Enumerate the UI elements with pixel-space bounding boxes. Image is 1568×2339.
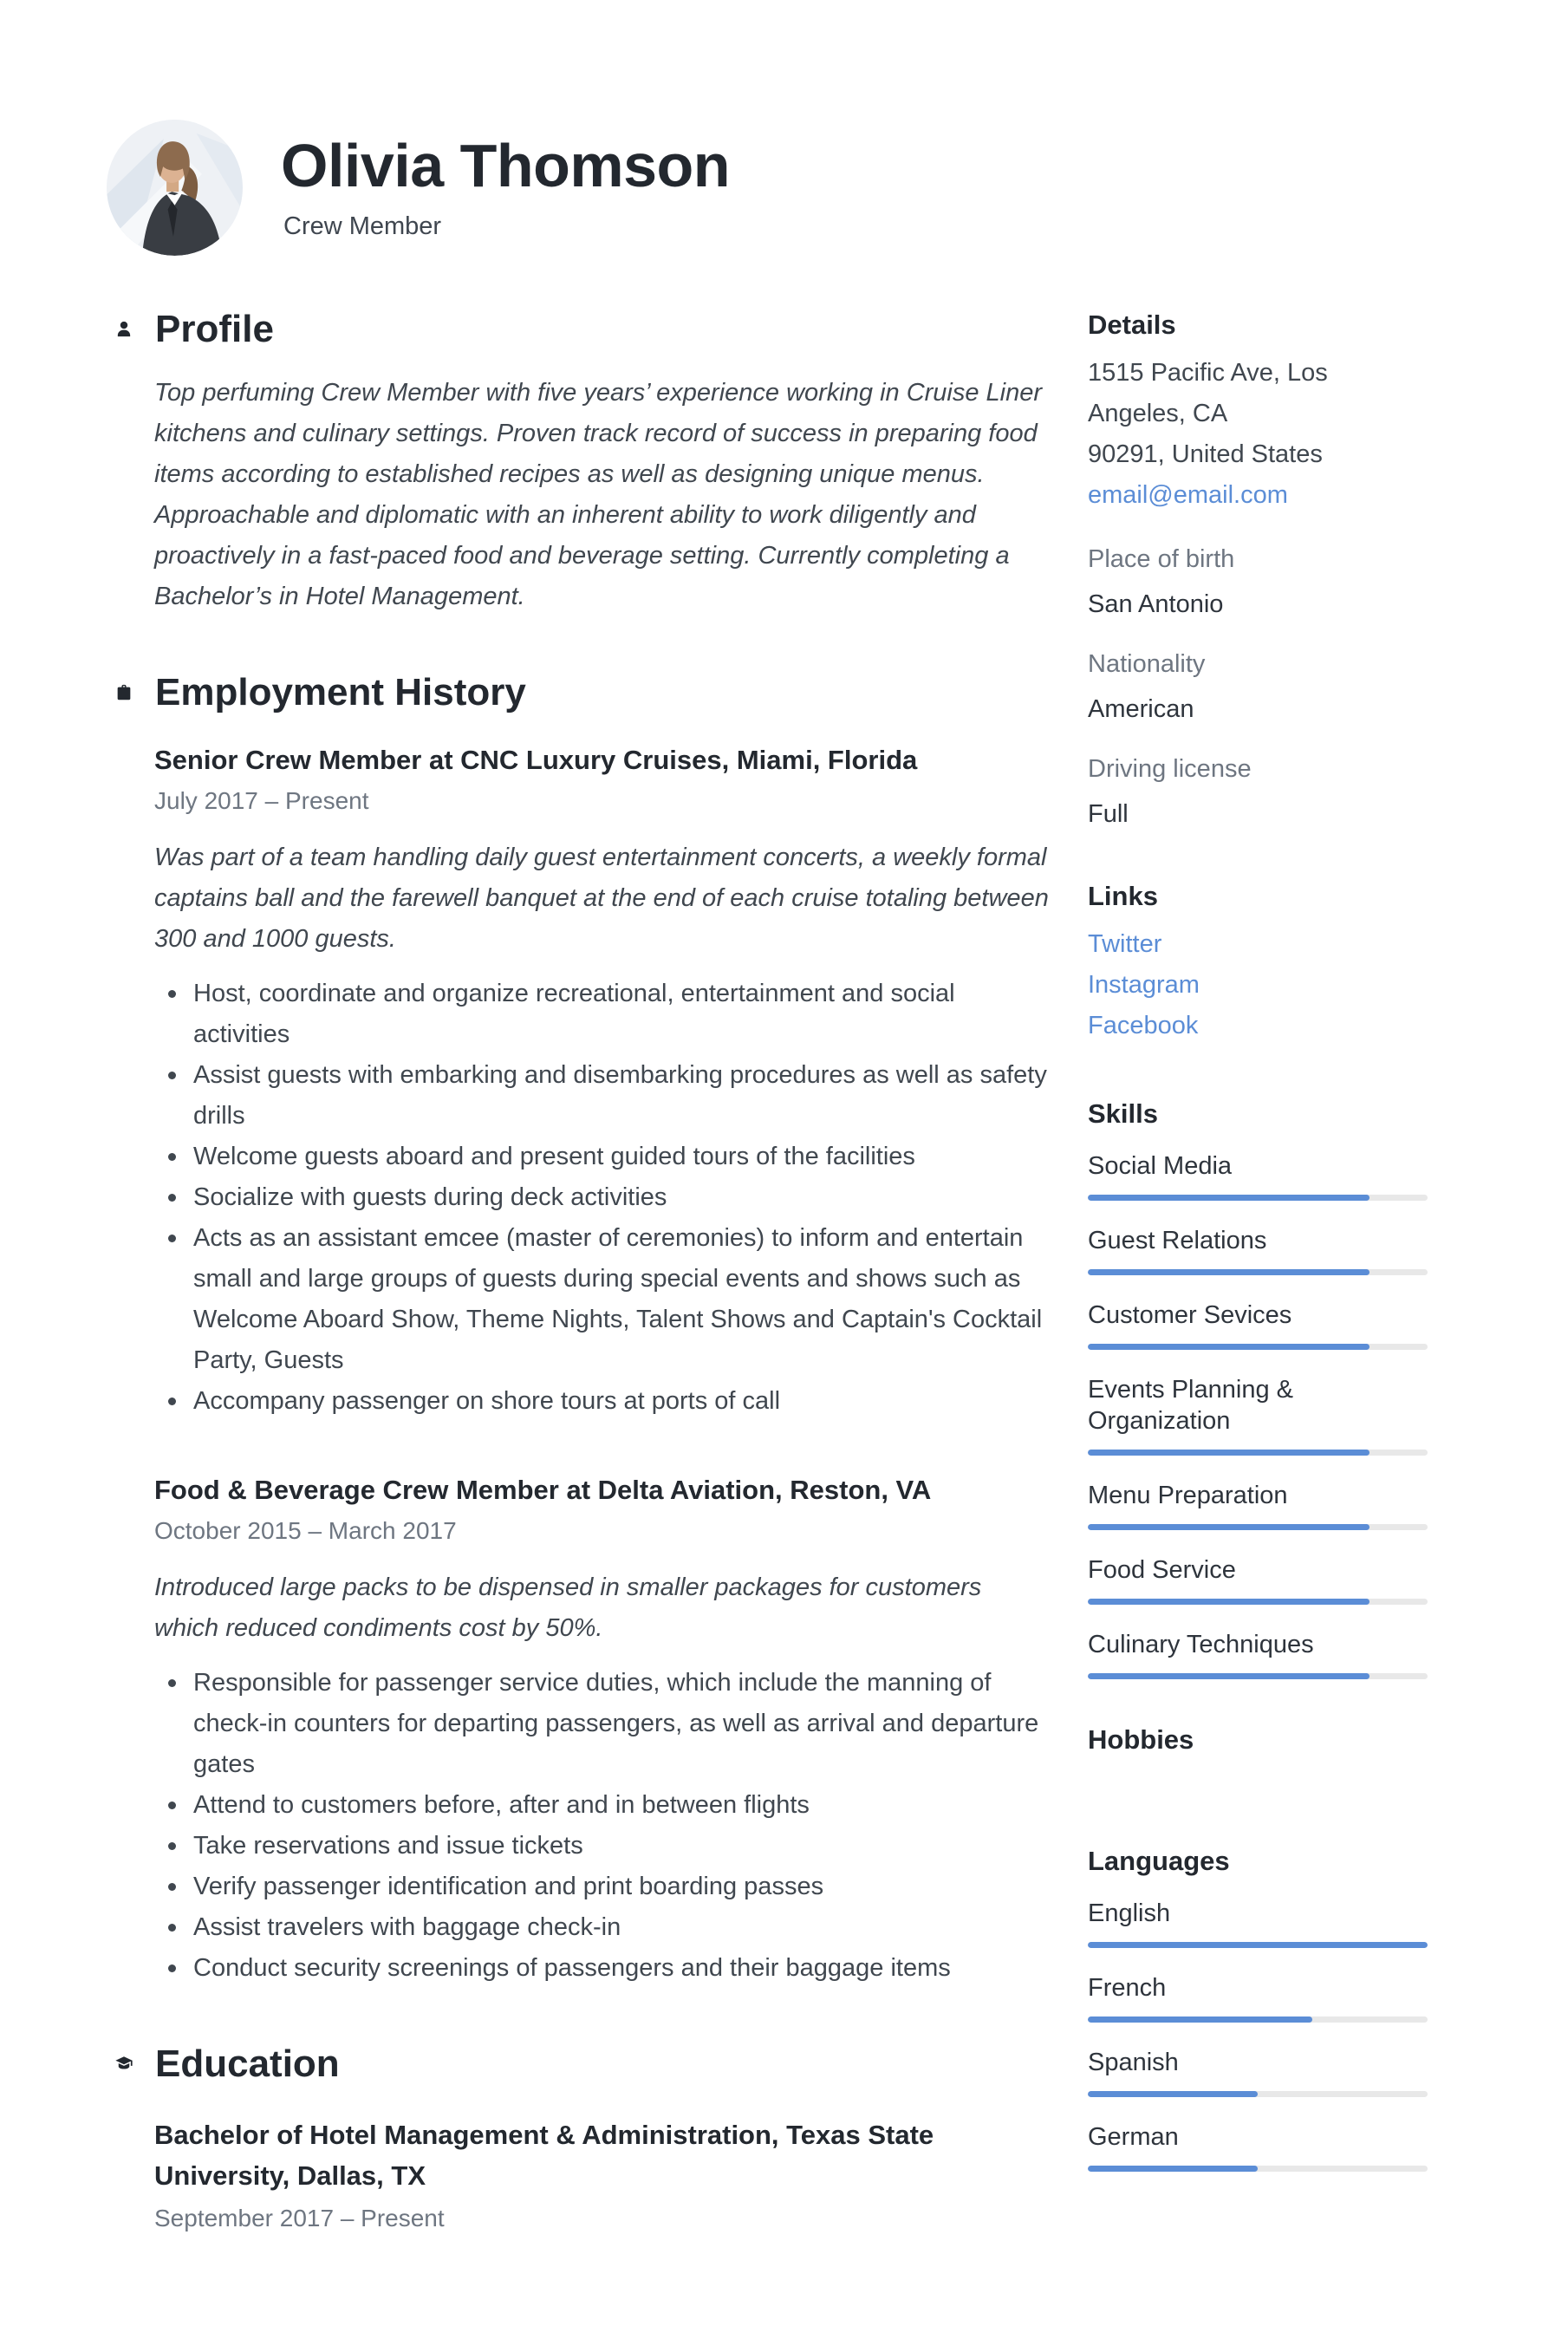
skill-bar-fill	[1088, 1599, 1370, 1605]
skill-label: Food Service	[1088, 1556, 1236, 1584]
language-label: French	[1088, 1974, 1167, 2002]
hobbies-section	[1088, 1723, 1428, 1802]
job-bullet: Welcome guests aboard and present guided tours of the facilities	[154, 1137, 1049, 1177]
employment-section-header	[114, 671, 1049, 715]
skill-bar-fill	[1088, 1673, 1370, 1679]
skill-bar-track	[1088, 1344, 1428, 1350]
person-icon	[114, 319, 133, 340]
language-item	[1088, 1972, 1428, 2023]
language-bar-track	[1088, 2091, 1428, 2097]
job-list	[154, 742, 1049, 1989]
job-bullet: Verify passenger identification and print boarding passes	[154, 1867, 1049, 1907]
skill-bar-fill	[1088, 1450, 1370, 1456]
job-entry	[154, 742, 1049, 1422]
email-link[interactable]: email@email.com	[1088, 481, 1288, 509]
skill-item	[1088, 1629, 1428, 1679]
details-field-value: Full	[1088, 800, 1129, 828]
profile-section	[114, 308, 1049, 617]
details-field	[1088, 753, 1428, 831]
job-bullet: Take reservations and issue tickets	[154, 1826, 1049, 1867]
education-heading: Education	[155, 2043, 340, 2086]
skill-bar-fill	[1088, 1269, 1370, 1275]
skills-list	[1088, 1150, 1428, 1679]
skill-label: Guest Relations	[1088, 1227, 1267, 1254]
job-bullet: Responsible for passenger service duties, which include the manning of check-in counters for departing passengers, as well as arrival and departure gates	[154, 1663, 1049, 1785]
details-field-label: Place of birth	[1088, 545, 1235, 573]
briefcase-icon	[114, 682, 133, 703]
skill-item	[1088, 1300, 1428, 1350]
skill-bar-track	[1088, 1524, 1428, 1530]
skill-bar-fill	[1088, 1195, 1370, 1201]
skill-label: Customer Sevices	[1088, 1301, 1292, 1329]
details-fields	[1088, 543, 1428, 831]
content-columns	[0, 308, 1568, 2232]
language-bar-fill	[1088, 1942, 1428, 1948]
skill-bar-fill	[1088, 1344, 1370, 1350]
details-address	[1088, 353, 1428, 516]
links-list	[1088, 924, 1428, 1046]
skill-bar-fill	[1088, 1524, 1370, 1530]
skill-bar-track	[1088, 1450, 1428, 1456]
social-link[interactable]: Instagram	[1088, 971, 1200, 999]
skill-item	[1088, 1480, 1428, 1530]
social-link[interactable]: Twitter	[1088, 930, 1162, 958]
sidebar-column	[1088, 308, 1428, 2196]
job-summary: Introduced large packs to be dispensed in smaller packages for customers which reduced condiments cost by 50%.	[154, 1573, 982, 1643]
skill-item	[1088, 1225, 1428, 1275]
education-section	[114, 2043, 1049, 2232]
skill-label: Culinary Techniques	[1088, 1631, 1314, 1658]
hobbies-heading: Hobbies	[1088, 1724, 1194, 1755]
avatar-photo-illustration	[107, 120, 243, 256]
job-bullet: Accompany passenger on shore tours at ports of call	[154, 1381, 1049, 1422]
job-bullet-list	[154, 1663, 1049, 1989]
language-bar-fill	[1088, 2016, 1312, 2023]
skill-label: Social Media	[1088, 1152, 1233, 1180]
job-entry	[154, 1472, 1049, 1989]
employment-section	[114, 671, 1049, 1990]
hobbies-empty-space	[1088, 1757, 1428, 1802]
skill-item	[1088, 1374, 1428, 1456]
job-title: Food & Beverage Crew Member at Delta Aviation, Reston, VA	[154, 1475, 932, 1506]
skill-bar-track	[1088, 1269, 1428, 1275]
avatar	[107, 120, 243, 256]
languages-list	[1088, 1898, 1428, 2172]
job-dates: July 2017 – Present	[154, 787, 369, 815]
job-bullet: Assist guests with embarking and disembarking procedures as well as safety drills	[154, 1055, 1049, 1137]
language-label: Spanish	[1088, 2049, 1179, 2076]
job-bullet: Conduct security screenings of passengers and their baggage items	[154, 1948, 1049, 1989]
job-role: Crew Member	[283, 212, 442, 241]
skill-bar-track	[1088, 1673, 1428, 1679]
details-field-value: American	[1088, 695, 1194, 723]
job-bullet: Socialize with guests during deck activities	[154, 1177, 1049, 1218]
details-field	[1088, 648, 1428, 726]
details-field-label: Driving license	[1088, 755, 1252, 783]
person-name: Olivia Thomson	[281, 131, 731, 199]
profile-section-header	[114, 308, 1049, 352]
details-heading: Details	[1088, 309, 1176, 340]
address-line-2: 90291, United States	[1088, 440, 1323, 468]
job-bullet: Acts as an assistant emcee (master of ceremonies) to inform and entertain small and large groups of guests during special events and shows such as Welcome Aboard Show, Theme Nights, Talent Shows and Captain's Cocktail Party, Guests	[154, 1218, 1049, 1381]
job-title: Senior Crew Member at CNC Luxury Cruises, Miami, Florida	[154, 745, 918, 776]
language-label: English	[1088, 1899, 1171, 1927]
language-item	[1088, 2047, 1428, 2097]
details-field-label: Nationality	[1088, 650, 1206, 678]
job-summary: Was part of a team handling daily guest entertainment concerts, a weekly formal captains ball and the farewell banquet at the end of each cruise totaling between 300 and 1000 guests.	[154, 844, 1049, 954]
job-bullet: Attend to customers before, after and in between flights	[154, 1785, 1049, 1826]
language-bar-track	[1088, 1942, 1428, 1948]
job-bullet-list	[154, 974, 1049, 1422]
education-section-header	[114, 2043, 1049, 2087]
education-entry	[154, 2114, 1049, 2232]
job-bullet: Host, coordinate and organize recreational, entertainment and social activities	[154, 974, 1049, 1055]
language-bar-track	[1088, 2016, 1428, 2023]
header-identity	[281, 131, 731, 242]
details-field-value: San Antonio	[1088, 590, 1224, 618]
language-item	[1088, 1898, 1428, 1948]
links-section	[1088, 879, 1428, 1046]
skill-item	[1088, 1150, 1428, 1201]
education-dates: September 2017 – Present	[154, 2204, 445, 2231]
employment-heading: Employment History	[155, 670, 526, 713]
language-item	[1088, 2121, 1428, 2172]
profile-heading: Profile	[155, 308, 274, 350]
job-bullet: Assist travelers with baggage check-in	[154, 1907, 1049, 1948]
skill-bar-track	[1088, 1599, 1428, 1605]
address-line-1: 1515 Pacific Ave, Los Angeles, CA	[1088, 359, 1328, 427]
languages-heading: Languages	[1088, 1846, 1230, 1876]
details-section	[1088, 308, 1428, 831]
profile-summary: Top perfuming Crew Member with five years’ experience working in Cruise Liner kitchens and culinary settings. Proven track record of success in preparing food items according to established recipes as well as designing unique menus. Approachable and diplomatic with an inherent ability to work diligently and proactively in a fast-paced food and beverage setting. Currently completing a Bachelor’s in Hotel Management.	[154, 378, 1043, 610]
skills-heading: Skills	[1088, 1098, 1158, 1129]
main-column	[114, 308, 1049, 2232]
resume-header	[107, 120, 1568, 256]
language-bar-track	[1088, 2166, 1428, 2172]
language-bar-fill	[1088, 2091, 1258, 2097]
social-link[interactable]: Facebook	[1088, 1012, 1199, 1039]
language-bar-fill	[1088, 2166, 1258, 2172]
job-dates: October 2015 – March 2017	[154, 1517, 457, 1545]
education-degree: Bachelor of Hotel Management & Administration, Texas State University, Dallas, TX	[154, 2119, 934, 2191]
skill-item	[1088, 1554, 1428, 1605]
language-label: German	[1088, 2123, 1179, 2151]
graduation-cap-icon	[114, 2054, 133, 2075]
skill-bar-track	[1088, 1195, 1428, 1201]
details-field	[1088, 543, 1428, 621]
skill-label: Menu Preparation	[1088, 1482, 1288, 1509]
skill-label: Events Planning & Organization	[1088, 1376, 1293, 1435]
languages-section	[1088, 1844, 1428, 2172]
skills-section	[1088, 1097, 1428, 1679]
links-heading: Links	[1088, 881, 1158, 911]
